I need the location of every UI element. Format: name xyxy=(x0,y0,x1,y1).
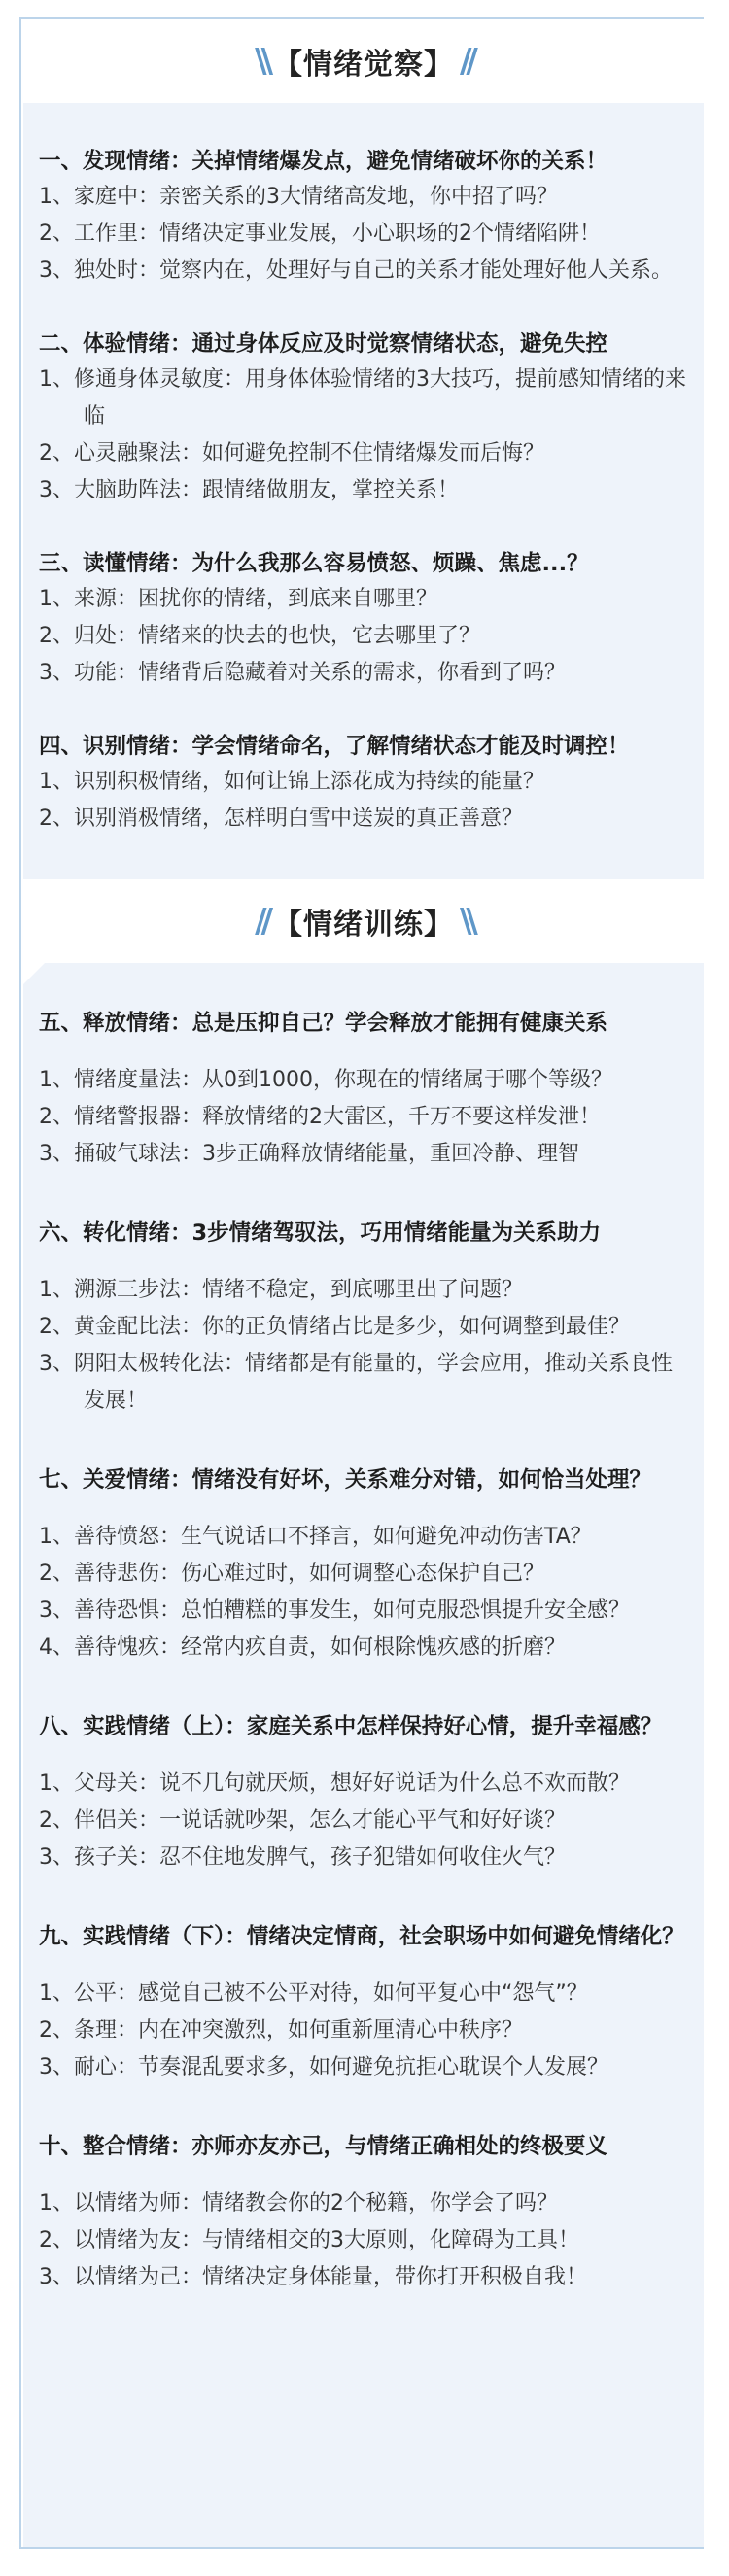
list-item: 1、情绪度量法：从0到1000，你现在的情绪属于哪个等级？ xyxy=(39,1068,612,1092)
list-item: 3、耐心：节奏混乱要求多，如何避免抗拒心耽误个人发展？ xyxy=(39,2055,608,2079)
slash-decoration-right: \\ xyxy=(460,902,472,941)
chapter-heading: 一、发现情绪：关掉情绪爆发点，避免情绪破坏你的关系！ xyxy=(39,149,608,174)
list-item: 2、归处：情绪来的快去的也快，它去哪里了？ xyxy=(39,624,480,648)
list-item: 1、以情绪为师：情绪教会你的2个秘籍，你学会了吗？ xyxy=(39,2191,558,2215)
chapter-1 xyxy=(39,144,692,290)
chapter-5 xyxy=(39,1006,692,1173)
list-item: 2、伴侣关：一说话就吵架，怎么才能心平气和好好谈？ xyxy=(39,1808,566,1833)
list-item: 3、阴阳太极转化法：情绪都是有能量的，学会应用，推动关系良性发展！ xyxy=(39,1352,673,1413)
chapter-6 xyxy=(39,1216,692,1420)
list-item: 3、以情绪为己：情绪决定身体能量，带你打开积极自我！ xyxy=(39,2265,587,2289)
list-item: 1、父母关：说不几句就厌烦，想好好说话为什么总不欢而散？ xyxy=(39,1771,630,1796)
chapter-heading: 二、体验情绪：通过身体反应及时觉察情绪状态，避免失控 xyxy=(39,331,608,357)
list-item: 3、捅破气球法：3步正确释放情绪能量，重回冷静、理智 xyxy=(39,1142,579,1166)
list-item: 4、善待愧疚：经常内疚自责，如何根除愧疚感的折磨？ xyxy=(39,1635,566,1660)
list-item: 2、黄金配比法：你的正负情绪占比是多少，如何调整到最佳？ xyxy=(39,1315,630,1339)
content-frame xyxy=(19,17,704,2549)
list-item: 1、善待愤怒：生气说话口不择言，如何避免冲动伤害TA？ xyxy=(39,1525,592,1549)
chapter-heading: 八、实践情绪（上）：家庭关系中怎样保持好心情，提升幸福感？ xyxy=(39,1714,663,1739)
list-item: 1、修通身体灵敏度：用身体体验情绪的3大技巧，提前感知情绪的来临 xyxy=(39,367,686,429)
chapter-heading: 十、整合情绪：亦师亦友亦己，与情绪正确相处的终极要义 xyxy=(39,2134,608,2159)
chapter-7 xyxy=(39,1462,692,1666)
chapter-2 xyxy=(39,326,692,509)
training-panel xyxy=(23,963,704,2547)
list-item: 2、条理：内在冲突激烈，如何重新厘清心中秩序？ xyxy=(39,2018,523,2043)
section-banner-awareness xyxy=(23,19,704,103)
chapter-3 xyxy=(39,546,692,692)
corner-fold-decoration xyxy=(23,963,45,984)
chapter-heading: 四、识别情绪：学会情绪命名，了解情绪状态才能及时调控！ xyxy=(39,734,630,759)
list-item: 1、公平：感觉自己被不公平对待，如何平复心中“怨气”？ xyxy=(39,1981,588,2006)
slash-decoration-left: // xyxy=(255,902,267,941)
list-item: 2、以情绪为友：与情绪相交的3大原则，化障碍为工具！ xyxy=(39,2228,579,2252)
slash-decoration-right: // xyxy=(460,42,472,81)
banner-title: 【情绪训练】 xyxy=(273,908,454,942)
chapter-heading: 五、释放情绪：总是压抑自己？学会释放才能拥有健康关系 xyxy=(39,1011,608,1036)
awareness-panel xyxy=(23,103,704,879)
chapter-heading: 九、实践情绪（下）：情绪决定情商，社会职场中如何避免情绪化？ xyxy=(39,1924,684,1949)
chapter-9 xyxy=(39,1919,692,2086)
list-item: 3、善待恐惧：总怕糟糕的事发生，如何克服恐惧提升安全感？ xyxy=(39,1598,630,1623)
list-item: 2、情绪警报器：释放情绪的2大雷区，千万不要这样发泄！ xyxy=(39,1105,601,1129)
banner-title: 【情绪觉察】 xyxy=(273,48,454,82)
chapter-heading: 七、关爱情绪：情绪没有好坏，关系难分对错，如何恰当处理？ xyxy=(39,1467,652,1493)
list-item: 3、孩子关：忍不住地发脾气，孩子犯错如何收住火气？ xyxy=(39,1845,566,1870)
section-banner-training xyxy=(23,879,704,963)
list-item: 3、大脑助阵法：跟情绪做朋友，掌控关系！ xyxy=(39,478,459,502)
list-item: 1、来源：困扰你的情绪，到底来自哪里？ xyxy=(39,587,437,611)
chapter-heading: 三、读懂情绪：为什么我那么容易愤怒、烦躁、焦虑...？ xyxy=(39,551,589,576)
list-item: 1、溯源三步法：情绪不稳定，到底哪里出了问题？ xyxy=(39,1278,523,1302)
chapter-8 xyxy=(39,1709,692,1876)
list-item: 3、功能：情绪背后隐藏着对关系的需求，你看到了吗？ xyxy=(39,661,566,685)
slash-decoration-left: \\ xyxy=(255,42,267,81)
list-item: 2、工作里：情绪决定事业发展，小心职场的2个情绪陷阱！ xyxy=(39,222,601,246)
chapter-4 xyxy=(39,729,692,838)
chapter-10 xyxy=(39,2129,692,2296)
list-item: 1、识别积极情绪，如何让锦上添花成为持续的能量？ xyxy=(39,770,544,794)
list-item: 3、独处时：觉察内在，处理好与自己的关系才能处理好他人关系。 xyxy=(39,258,673,283)
list-item: 2、识别消极情绪，怎样明白雪中送炭的真正善意？ xyxy=(39,807,523,831)
chapter-heading: 六、转化情绪：3步情绪驾驭法，巧用情绪能量为关系助力 xyxy=(39,1220,602,1246)
list-item: 2、心灵融聚法：如何避免控制不住情绪爆发而后悔？ xyxy=(39,441,544,465)
list-item: 1、家庭中：亲密关系的3大情绪高发地，你中招了吗？ xyxy=(39,185,558,209)
list-item: 2、善待悲伤：伤心难过时，如何调整心态保护自己？ xyxy=(39,1562,544,1586)
